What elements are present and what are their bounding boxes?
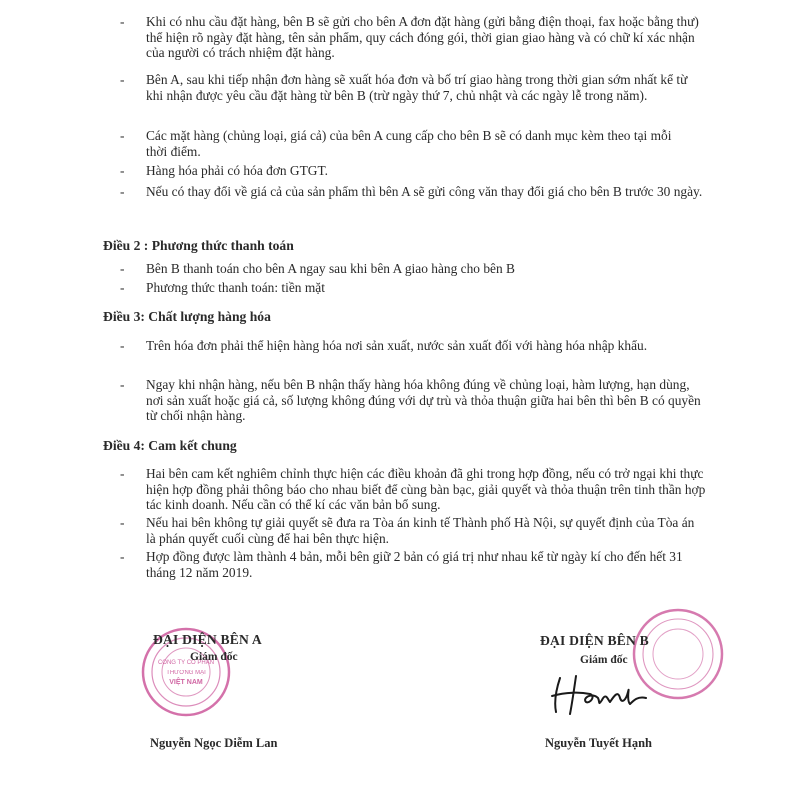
list-item [120,280,706,296]
bullet-dash: - [120,377,125,392]
dieu2-list [120,261,710,296]
list-item [120,128,686,159]
list-item-text: Các mặt hàng (chủng loại, giá cả) của bên A cung cấp cho bên B sẽ có danh mục kèm theo tại mỗi thời điểm. [146,128,672,159]
dieu2-heading: Điều 2 : Phương thức thanh toán [103,238,294,253]
list-item-text: Trên hóa đơn phải thể hiện hàng hóa nơi sản xuất, nước sản xuất đối với hàng hóa nhập khẩu. [146,338,648,353]
list-item-text: Nếu hai bên không tự giải quyết sẽ đưa ra Tòa án kinh tế Thành phố Hà Nội, sự quyết định của Tòa án là phán quyết cuối cùng để hai bên thực hiện. [146,515,695,546]
section1-list [120,14,710,215]
stamp-line-3: VIỆT NAM [169,679,203,686]
list-item [120,377,706,423]
list-item [120,163,706,179]
list-item-text: Khi có nhu cầu đặt hàng, bên B sẽ gửi cho bên A đơn đặt hàng (gửi bằng điện thoại, fax hoặc bằng thư) thể hiện rõ ngày đặt hàng, tên sản phẩm, quy cách đóng gói, thời gian giao hàng và có chữ kí xác nhận của người có trách nhiệm đặt hàng. [146,14,699,60]
bullet-dash: - [120,280,125,295]
list-item-text: Ngay khi nhận hàng, nếu bên B nhận thấy hàng hóa không đúng về chủng loại, hàm lượng, hạn dùng, nơi sản xuất hoặc giá cả, số lượng không đúng với dự trù và thỏa thuận giữa hai bên thì bên B có quyền từ chối nhận hàng. [146,377,701,423]
dieu4-heading: Điều 4: Cam kết chung [103,438,237,453]
signature-a-position: Giám đốc [190,651,238,663]
list-item-text: Bên A, sau khi tiếp nhận đơn hàng sẽ xuất hóa đơn và bố trí giao hàng trong thời gian sớm nhất kể từ khi nhận được yêu cầu đặt hàng từ bên B (trừ ngày thứ 7, chủ nhật và các ngày lễ trong năm). [146,72,688,103]
list-item [120,184,706,215]
list-item [120,72,706,118]
signature-b-title: ĐẠI DIỆN BÊN B [540,633,649,648]
signature-a-title: ĐẠI DIỆN BÊN A [153,632,262,647]
signature-b-name: Nguyễn Tuyết Hạnh [545,736,652,750]
handwritten-signature-b [546,670,656,720]
bullet-dash: - [120,338,125,353]
list-item [120,549,706,580]
list-item [120,261,706,277]
list-item [120,338,706,369]
bullet-dash: - [120,72,125,87]
list-item [120,14,706,60]
bullet-dash: - [120,549,125,564]
stamp-line-1: CÔNG TY CỔ PHẦN [157,660,215,666]
list-item-text: Hai bên cam kết nghiêm chỉnh thực hiện các điều khoản đã ghi trong hợp đồng, nếu có trở ngại khi thực hiện hợp đồng phải thông báo cho nhau biết để cùng bàn bạc, giải quyết và thỏa thuận trên tinh thần hợp tác kinh doanh. Nếu cần có thể kí các văn bản bổ sung. [146,466,706,512]
list-item-text: Nếu có thay đổi về giá cả của sản phẩm thì bên A sẽ gửi công văn thay đổi giá cho bên B trước 30 ngày. [146,184,703,199]
bullet-dash: - [120,515,125,530]
stamp-line-2: THƯƠNG MẠI [166,670,206,676]
list-item-text: Phương thức thanh toán: tiền mặt [146,280,325,295]
list-item-text: Hàng hóa phải có hóa đơn GTGT. [146,163,328,178]
list-item [120,466,706,512]
list-item [120,515,706,546]
bullet-dash: - [120,163,125,178]
list-item-text: Hợp đồng được làm thành 4 bản, mỗi bên giữ 2 bản có giá trị như nhau kể từ ngày kí cho đến hết 31 tháng 12 năm 2019. [146,549,683,580]
bullet-dash: - [120,14,125,29]
dieu3-list [120,338,710,423]
signature-b-position: Giám đốc [580,654,628,666]
bullet-dash: - [120,184,125,199]
list-item-text: Bên B thanh toán cho bên A ngay sau khi bên A giao hàng cho bên B [146,261,515,276]
dieu3-heading: Điều 3: Chất lượng hàng hóa [103,309,271,324]
signature-a-name: Nguyễn Ngọc Diễm Lan [150,736,278,750]
bullet-dash: - [120,466,125,481]
bullet-dash: - [120,128,125,143]
dieu4-list [120,466,710,580]
bullet-dash: - [120,261,125,276]
